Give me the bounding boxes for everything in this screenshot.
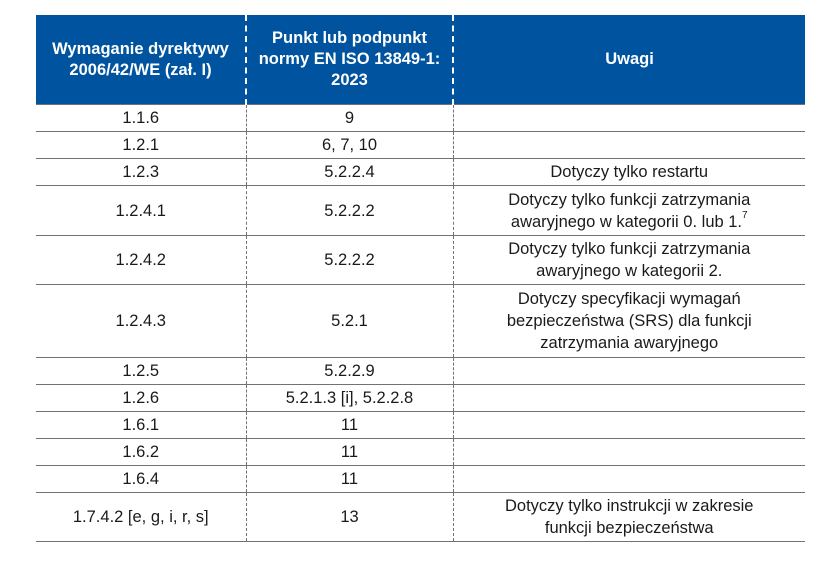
cell-directive-requirement: 1.6.2 [36,439,246,466]
table-row [36,466,805,493]
remark-line: Dotyczy specyfikacji wymagań [517,290,741,308]
cell-directive-requirement: 1.2.5 [36,358,246,385]
table-row [36,412,805,439]
cell-standard-clause: 9 [246,105,453,132]
cell-directive-requirement: 1.2.4.3 [36,285,246,358]
table-row [36,285,805,358]
remark-line: bezpieczeństwa (SRS) dla funkcji [506,312,752,330]
cell-remarks [453,385,805,412]
remark-line: awaryjnego w kategorii 2. [536,262,723,280]
remark-line: funkcji bezpieczeństwa [544,519,714,537]
cell-standard-clause: 6, 7, 10 [246,132,453,159]
cell-standard-clause: 5.2.1 [246,285,453,358]
cell-directive-requirement: 1.2.4.2 [36,236,246,285]
cell-standard-clause: 11 [246,412,453,439]
remark-line: zatrzymania awaryjnego [540,334,719,352]
cell-standard-clause: 11 [246,466,453,493]
cell-remarks [453,466,805,493]
cell-remarks [453,493,805,542]
cell-standard-clause: 5.2.1.3 [i], 5.2.2.8 [246,385,453,412]
cell-remarks [453,105,805,132]
cell-directive-requirement: 1.2.4.1 [36,186,246,236]
cell-remarks [453,186,805,236]
table-row [36,105,805,132]
cell-remarks [453,285,805,358]
header-directive-requirement: Wymaganie dyrektywy 2006/42/WE (zał. I) [36,15,246,105]
table-row [36,358,805,385]
cell-standard-clause: 13 [246,493,453,542]
cell-remarks [453,132,805,159]
cell-standard-clause: 5.2.2.9 [246,358,453,385]
cell-directive-requirement: 1.7.4.2 [e, g, i, r, s] [36,493,246,542]
footnote-marker: 7 [742,210,748,221]
table-row [36,439,805,466]
requirements-table [36,15,805,542]
cell-standard-clause: 5.2.2.4 [246,159,453,186]
cell-directive-requirement: 1.6.1 [36,412,246,439]
cell-remarks [453,439,805,466]
header-standard-clause: Punkt lub podpunkt normy EN ISO 13849-1: 2023 [246,15,453,105]
table-header [36,15,805,105]
header-row [36,15,805,105]
remark-line: awaryjnego w kategorii 0. lub 1. [510,212,743,231]
cell-directive-requirement: 1.6.4 [36,466,246,493]
remark-line: Dotyczy tylko restartu [550,163,709,181]
table-row [36,186,805,236]
table-row [36,132,805,159]
cell-remarks [453,412,805,439]
table-row [36,385,805,412]
cell-remarks [453,159,805,186]
remark-line: Dotyczy tylko funkcji zatrzymania [508,190,751,209]
cell-directive-requirement: 1.2.6 [36,385,246,412]
remark-line: Dotyczy tylko funkcji zatrzymania [508,240,751,258]
cell-directive-requirement: 1.2.3 [36,159,246,186]
cell-directive-requirement: 1.1.6 [36,105,246,132]
cell-standard-clause: 5.2.2.2 [246,236,453,285]
table-row [36,236,805,285]
cell-remarks [453,236,805,285]
cell-standard-clause: 5.2.2.2 [246,186,453,236]
cell-directive-requirement: 1.2.1 [36,132,246,159]
remark-line: Dotyczy tylko instrukcji w zakresie [505,497,754,515]
table-row [36,159,805,186]
header-remarks: Uwagi [453,15,805,105]
cell-standard-clause: 11 [246,439,453,466]
cell-remarks [453,358,805,385]
table-row [36,493,805,542]
table-body [36,105,805,542]
